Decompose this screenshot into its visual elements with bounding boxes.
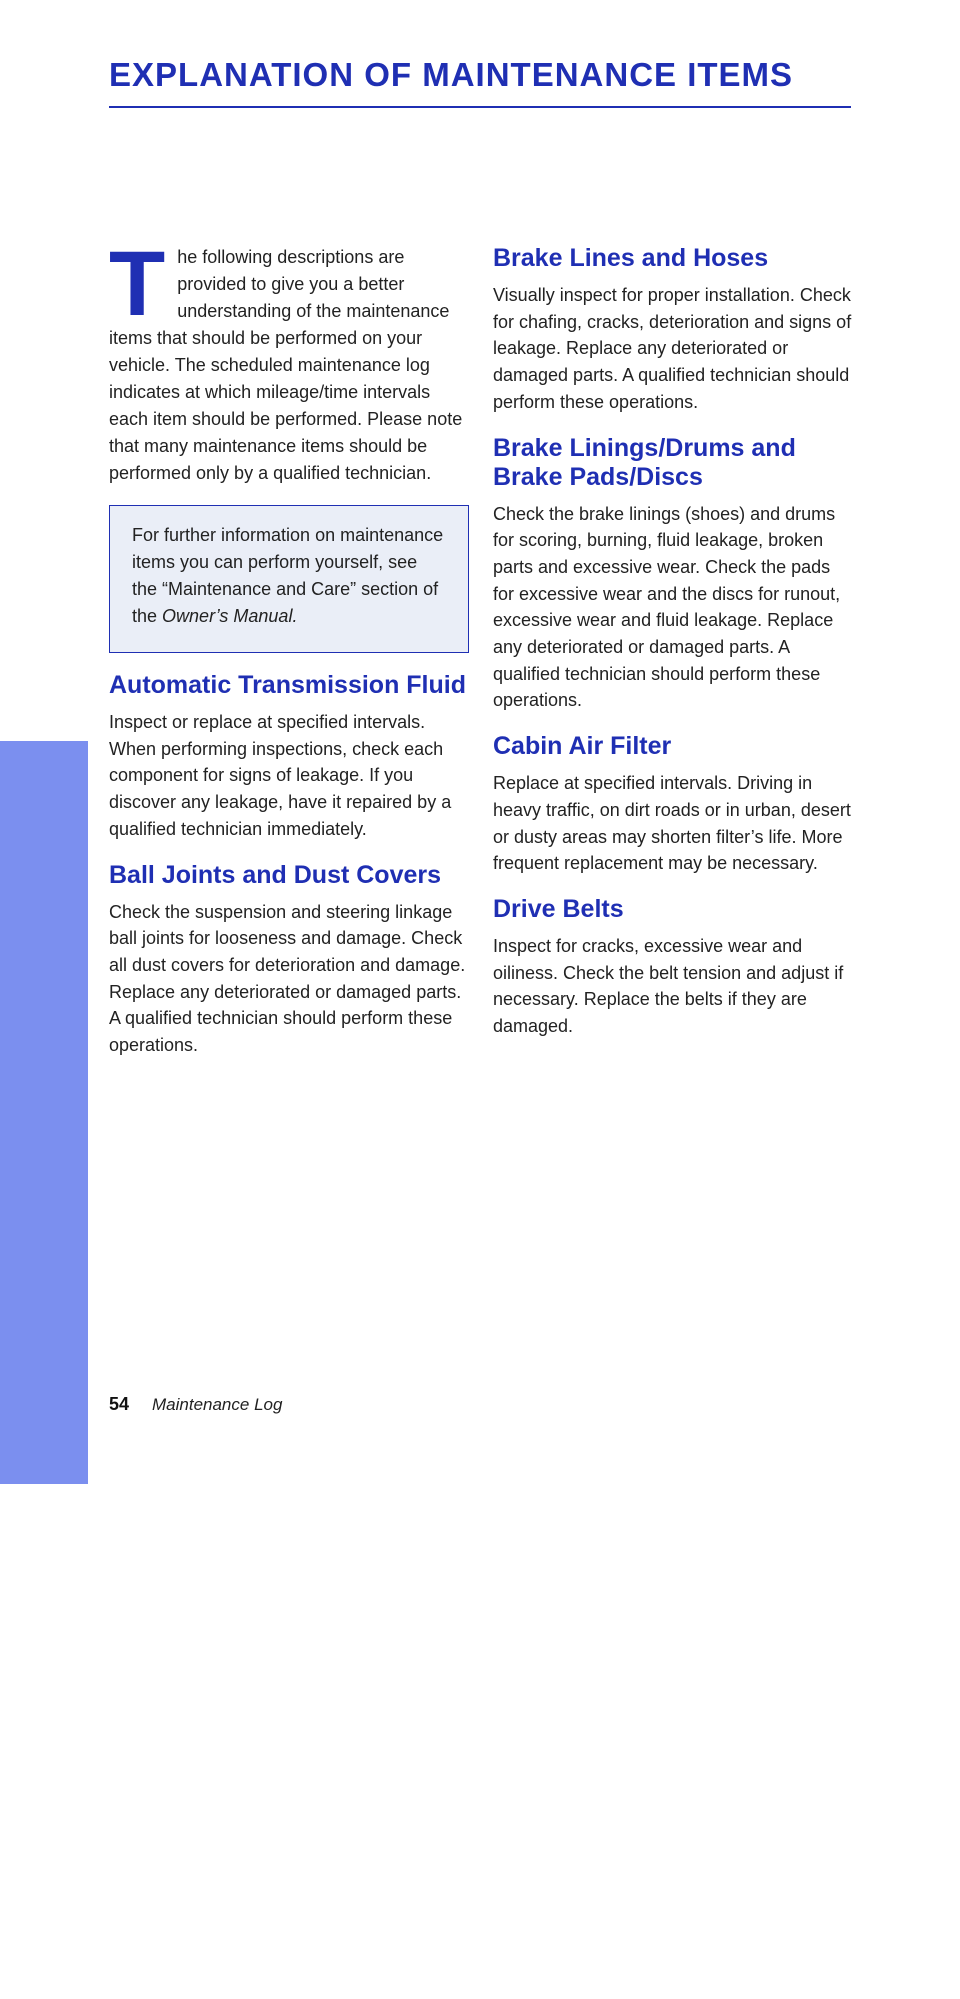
page-title: EXPLANATION OF MAINTENANCE ITEMS xyxy=(109,56,794,93)
page-number: 54 xyxy=(109,1394,130,1414)
note-text: For further information on maintenance items you can perform yourself, see the “Maintenance and Care” section of the xyxy=(132,525,444,626)
section-brake-linings xyxy=(493,434,853,715)
section-heading: Ball Joints and Dust Covers xyxy=(109,860,442,889)
side-tab xyxy=(0,741,88,1999)
section-body: Check the brake linings (shoes) and drums for scoring, burning, fluid leakage, broken parts and excessive wear. Check the pads for excessive wear and the discs for runout, excessive wear and fluid leakage. Replace any deteriorated or damaged parts. A qualified technician should perform these operations. xyxy=(493,503,841,711)
intro-paragraph xyxy=(109,233,469,487)
section-body: Visually inspect for proper installation. Check for chafing, cracks, deterioration and signs of leakage. Replace any deteriorated or damaged parts. A qualified technician should perform these operations. xyxy=(493,285,852,412)
section-body: Replace at specified intervals. Driving in heavy traffic, on dirt roads or in urban, desert or dusty areas may shorten filter’s life. More frequent replacement may be necessary. xyxy=(493,773,851,874)
right-column xyxy=(493,244,853,1040)
section-drive-belts xyxy=(493,895,853,1040)
section-body: Inspect for cracks, excessive wear and oiliness. Check the belt tension and adjust if necessary. Replace the belts if they are damaged. xyxy=(493,935,844,1037)
section-heading: Drive Belts xyxy=(493,894,624,923)
note-box xyxy=(109,505,469,653)
section-ball-joints xyxy=(109,861,469,1059)
note-emphasis: Owner’s Manual. xyxy=(162,606,298,626)
side-tab-label: MAINTENANCE xyxy=(24,1703,63,1999)
section-brake-lines xyxy=(493,244,853,416)
section-body: Check the suspension and steering linkage ball joints for looseness and damage. Check all dust covers for deterioration and damage. Replace any deteriorated or damaged parts. A qualified technician should perform these operations. xyxy=(109,901,466,1056)
section-automatic-transmission-fluid xyxy=(109,671,469,843)
drop-cap: T xyxy=(109,233,166,335)
section-cabin-air-filter xyxy=(493,732,853,877)
title-divider xyxy=(109,106,851,108)
footer-label: Maintenance Log xyxy=(152,1395,283,1414)
section-heading: Automatic Transmission Fluid xyxy=(109,671,466,699)
section-heading: Brake Lines and Hoses xyxy=(493,244,769,272)
section-body: Inspect or replace at specified intervals. When performing inspections, check each component for signs of leakage. If you discover any leakage, have it repaired by a qualified technician immediately. xyxy=(109,712,452,839)
left-column xyxy=(109,233,469,1059)
section-heading: Brake Linings/Drums and Brake Pads/Discs xyxy=(493,433,796,491)
section-heading: Cabin Air Filter xyxy=(493,732,672,761)
intro-text: he following descriptions are provided to give you a better understanding of the maintenance items that should be performed on your vehicle. The scheduled maintenance log indicates at which mileage/time intervals each item should be performed. Please note that many maintenance items should be performed only by a qualified technician. xyxy=(109,247,463,483)
